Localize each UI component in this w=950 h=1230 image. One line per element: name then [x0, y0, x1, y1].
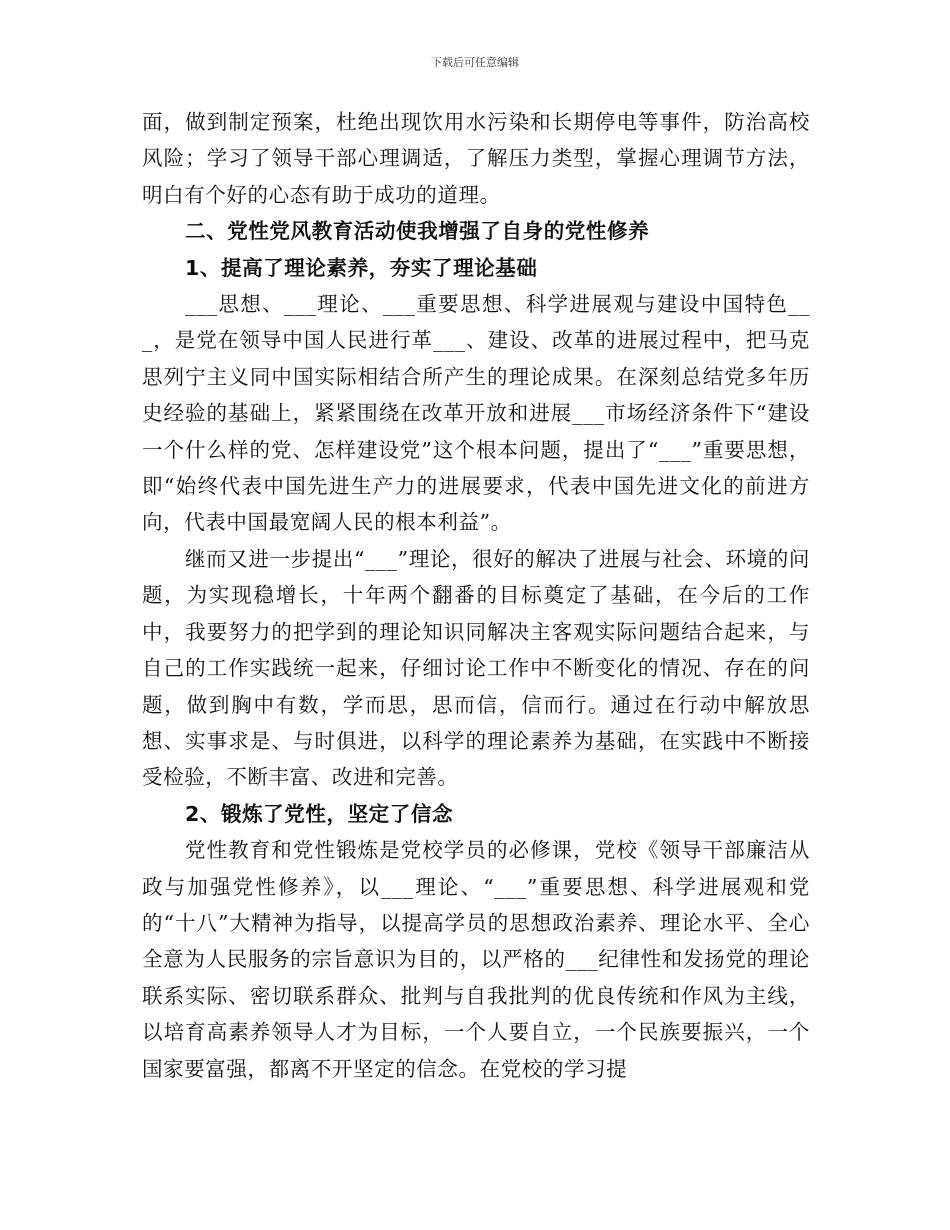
subsection-heading-2: 2、锻炼了党性，坚定了信念: [185, 801, 454, 826]
paragraph-continued: 面，做到制定预案，杜绝出现饮用水污染和长期停电等事件，防治高校风险；学习了领导干部心理调适，了解压力类型，掌握心理调节方法，明白有个好的心态有助于成功的道理。: [142, 110, 810, 207]
section-heading: 二、党性党风教育活动使我增强了自身的党性修养: [185, 219, 650, 244]
paragraph-further-theory: 继而又进一步提出“___”理论，很好的解决了进展与社会、环境的问题，为实现稳增长，十年两个翻番的目标奠定了基础，在今后的工作中，我要努力的把学到的理论知识同解决主客观实际问题结合起来，与自己的工作实践统一起来，仔细讨论工作中不断变化的情况、存在的问题，做到胸中有数，学而思，思而信，信而行。通过在行动中解放思想、实事求是、与时俱进，以科学的理论素养为基础，在实践中不断接受检验，不断丰富、改进和完善。: [142, 546, 810, 790]
subsection-heading-1: 1、提高了理论素养，夯实了理论基础: [185, 255, 538, 280]
document-body: [142, 104, 810, 1087]
paragraph-theory: ___思想、___理论、___重要思想、科学进展观与建设中国特色___，是党在领导中国人民进行革___、建设、改革的进展过程中，把马克思列宁主义同中国实际相结合所产生的理论成果。在深刻总结党多年历史经验的基础上，紧紧围绕在改革开放和进展___市场经济条件下“建设一个什么样的党、怎样建设党”这个根本问题，提出了“___”重要思想，即“始终代表中国先进生产力的进展要求，代表中国先进文化的前进方向，代表中国最宽阔人民的根本利益”。: [142, 292, 810, 535]
page-header: 下载后可任意编辑: [431, 56, 519, 69]
paragraph-party-spirit: 党性教育和党性锻炼是党校学员的必修课，党校《领导干部廉洁从政与加强党性修养》，以___理论、“___”重要思想、科学进展观和党的“十八”大精神为指导，以提高学员的思想政治素养、理论水平、全心全意为人民服务的宗旨意识为目的，以严格的___纪律性和发扬党的理论联系实际、密切联系群众、批判与自我批判的优良传统和作风为主线，以培育高素养领导人才为目标，一个人要自立，一个民族要振兴，一个国家要富强，都离不开坚定的信念。在党校的学习提: [142, 838, 810, 1081]
